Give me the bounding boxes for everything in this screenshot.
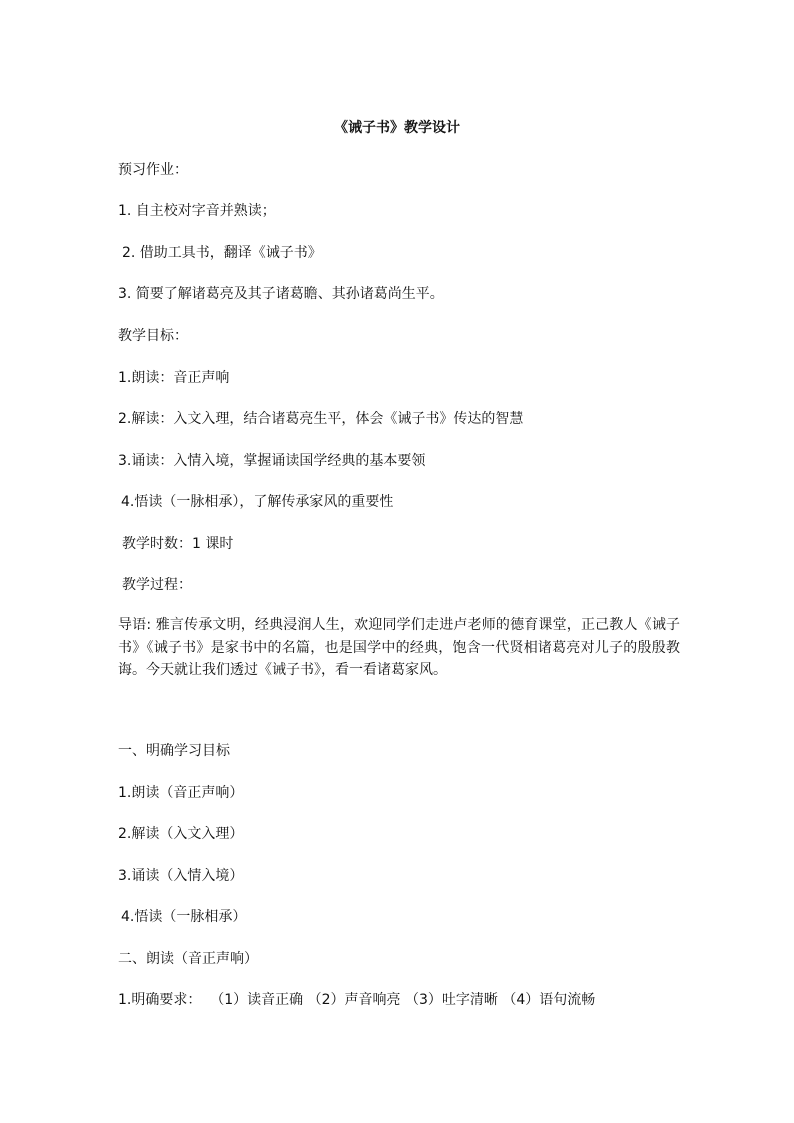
section1-item-3: 3.诵读（入情入境） (118, 868, 244, 884)
process-heading: 教学过程： (122, 577, 192, 593)
preview-heading: 预习作业： (118, 162, 188, 178)
intro-paragraph: 导语: 雅言传承文明，经典浸润人生，欢迎同学们走进卢老师的德育课堂，正己教人《诫子书》《诫子书》是家书中的名篇，也是国学中的经典，饱含一代贤相诸葛亮对儿子的殷殷教诲。今天就让我们透过《诫子书》，看一看诸葛家风。 (118, 617, 680, 678)
section1-item-1: 1.朗读（音正声响） (118, 785, 244, 801)
goal-item-4: 4.悟读（一脉相承），了解传承家风的重要性 (121, 494, 394, 510)
goal-item-2: 2.解读：入文入理，结合诸葛亮生平，体会《诫子书》传达的智慧 (118, 411, 524, 427)
section2-heading: 二、朗读（音正声响） (118, 951, 258, 967)
section1-item-2: 2.解读（入文入理） (118, 826, 244, 842)
goal-item-1: 1.朗读：音正声响 (118, 370, 230, 386)
goals-heading: 教学目标： (118, 328, 188, 344)
preview-item-1: 1. 自主校对字音并熟读； (118, 203, 276, 219)
section1-item-4: 4.悟读（一脉相承） (121, 909, 247, 925)
teaching-hours: 教学时数：1 课时 (122, 536, 234, 552)
document-title: 《诫子书》教学设计 (334, 120, 460, 136)
preview-item-2: 2. 借助工具书，翻译《诫子书》 (122, 245, 322, 261)
reading-requirements: 1.明确要求： （1）读音正确 （2）声音响亮 （3）吐字清晰 （4）语句流畅 (118, 992, 596, 1008)
preview-item-3: 3. 简要了解诸葛亮及其子诸葛瞻、其孙诸葛尚生平。 (118, 286, 444, 302)
section1-heading: 一、明确学习目标 (118, 743, 230, 759)
goal-item-3: 3.诵读：入情入境，掌握诵读国学经典的基本要领 (118, 453, 426, 469)
